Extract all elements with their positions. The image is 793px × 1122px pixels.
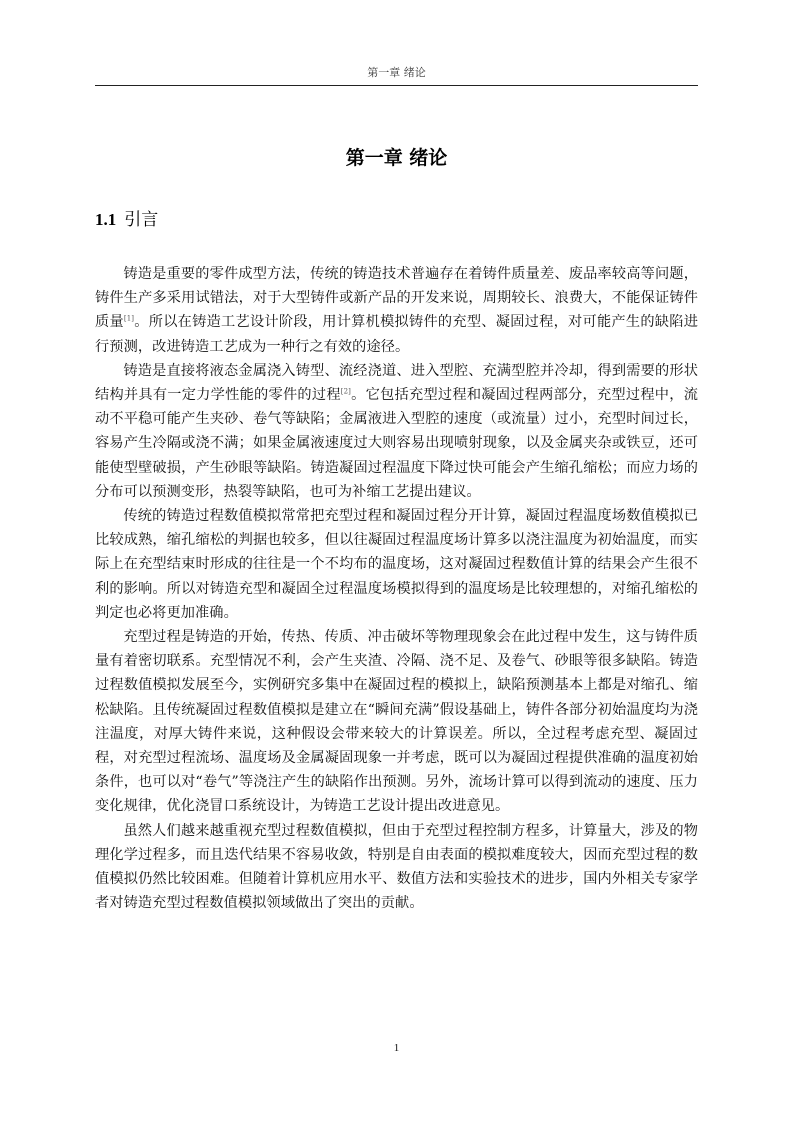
citation-1: [1]	[123, 314, 135, 323]
paragraph-4: 充型过程是铸造的开始，传热、传质、冲击破坏等物理现象会在此过程中发生，这与铸件质量有着密切联系。充型情况不利，会产生夹渣、冷隔、浇不足、及卷气、砂眼等很多缺陷。铸造过程数值模拟发展至今，实例研究多集中在凝固过程的模拟上，缺陷预测基本上都是对缩孔、缩松缺陷。且传统凝固过程数值模拟是建立在“瞬间充满”假设基础上，铸件各部分初始温度均为浇注温度，对厚大铸件来说，这种假设会带来较大的计算误差。所以，全过程考虑充型、凝固过程，对充型过程流场、温度场及金属凝固现象一并考虑，既可以为凝固过程提供准确的温度初始条件，也可以对“卷气”等浇注产生的缺陷作出预测。另外，流场计算可以得到流动的速度、压力变化规律，优化浇冒口系统设计，为铸造工艺设计提出改进意见。	[95, 629, 698, 815]
paragraph-2	[95, 359, 698, 504]
section-number: 1.1	[95, 210, 117, 229]
paragraph-2-text-cont: 。它包括充型过程和凝固过程两部分，充型过程中，流动不平稳可能产生夹砂、卷气等缺陷；金属液进入型腔的速度（或流量）过小，充型时间过长，容易产生冷隔或浇不满；如果金属液速度过大则容易出现喷射现象，以及金属夹杂或铁豆，还可能使型壁破损，产生砂眼等缺陷。铸造凝固过程温度下降过快可能会产生缩孔缩松；而应力场的分布可以预测变形，热裂等缺陷，也可为补缩工艺提出建议。	[95, 387, 699, 500]
paragraph-1	[95, 262, 698, 359]
section-title: 引言	[124, 210, 159, 230]
paragraph-3: 传统的铸造过程数值模拟常常把充型过程和凝固过程分开计算，凝固过程温度场数值模拟已比较成熟，缩孔缩松的判据也较多，但以往凝固过程温度场计算多以浇注温度为初始温度，而实际上在充型结束时形成的往往是一个不均布的温度场，这对凝固过程数值计算的结果会产生很不利的影响。所以对铸造充型和凝固全过程温度场模拟得到的温度场是比较理想的，对缩孔缩松的判定也必将更加准确。	[95, 508, 698, 621]
section-heading	[95, 207, 698, 233]
chapter-title: 第一章 绪论	[345, 147, 448, 169]
paragraph-1-text: 铸造是重要的零件成型方法，传统的铸造技术普遍存在着铸件质量差、废品率较高等问题，铸件生产多采用试错法，对于大型铸件或新产品的开发来说，周期较长、浪费大，不能保证铸件质量	[95, 266, 698, 331]
paragraph-5: 虽然人们越来越重视充型过程数值模拟，但由于充型过程控制方程多，计算量大，涉及的物理化学过程多，而且迭代结果不容易收敛，特别是自由表面的模拟难度较大，因而充型过程的数值模拟仍然比较困难。但随着计算机应用水平、数值方法和实验技术的进步，国内外相关专家学者对铸造充型过程数值模拟领域做出了突出的贡献。	[95, 822, 698, 912]
body-text	[95, 262, 698, 915]
citation-2: [2]	[340, 387, 352, 396]
page-number: 1	[393, 1042, 400, 1054]
running-header: 第一章 绪论	[367, 66, 426, 79]
paragraph-2-text: 铸造是直接将液态金属浇入铸型、流经浇道、进入型腔、充满型腔并冷却，得到需要的形状结构并具有一定力学性能的零件的过程	[95, 362, 698, 404]
header-divider	[95, 85, 698, 86]
paragraph-1-text-cont: 。所以在铸造工艺设计阶段，用计算机模拟铸件的充型、凝固过程，对可能产生的缺陷进行预测，改进铸造工艺成为一种行之有效的途径。	[95, 314, 698, 355]
